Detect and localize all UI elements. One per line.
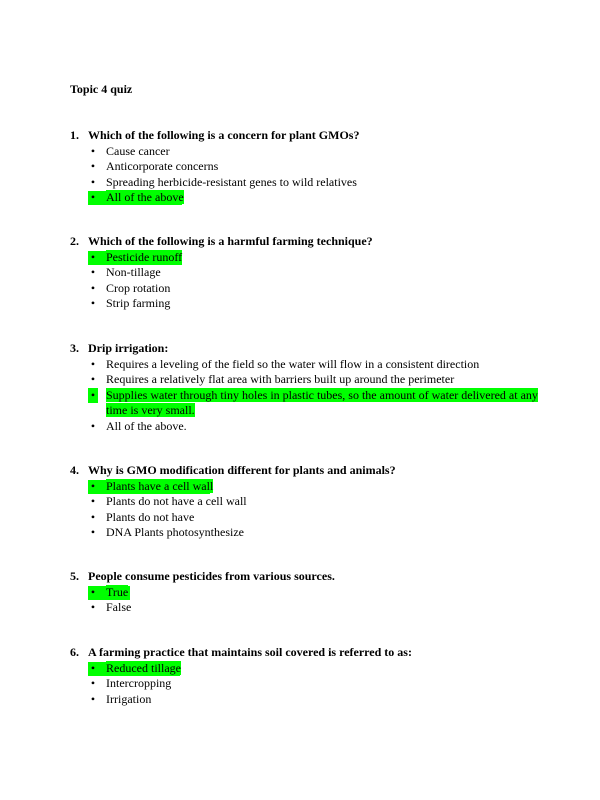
- bullet-icon: •: [90, 265, 96, 279]
- question-text: Which of the following is a harmful farming technique?: [88, 234, 373, 248]
- option-list: [70, 661, 540, 708]
- option-list: [70, 250, 540, 312]
- option-text: DNA Plants photosynthesize: [106, 525, 244, 539]
- option-text: All of the above: [106, 190, 184, 204]
- bullet-icon: •: [90, 691, 96, 706]
- question-1: [70, 128, 540, 206]
- option-item: [70, 357, 540, 373]
- question-number: 6.: [70, 645, 79, 659]
- option-text: Cause cancer: [106, 143, 170, 158]
- question-text: Drip irrigation:: [88, 341, 169, 355]
- option-item: [70, 281, 540, 297]
- question-text: A farming practice that maintains soil covered is referred to as:: [88, 645, 412, 659]
- option-text: True: [106, 584, 129, 599]
- question-number: 3.: [70, 341, 79, 355]
- bullet-icon: •: [90, 190, 96, 204]
- question-text: Why is GMO modification different for plants and animals?: [88, 463, 396, 477]
- bullet-icon: •: [90, 174, 96, 189]
- option-list: [70, 585, 540, 616]
- question-5: [70, 569, 540, 616]
- bullet-icon: •: [90, 372, 96, 386]
- option-text: Anticorporate concerns: [106, 159, 219, 173]
- option-text: Non-tillage: [106, 265, 161, 279]
- bullet-icon: •: [90, 478, 96, 493]
- option-text: Irrigation: [106, 691, 152, 706]
- question-6: [70, 645, 540, 707]
- option-item: [70, 510, 540, 526]
- bullet-icon: •: [90, 584, 96, 599]
- option-text: Requires a leveling of the field so the water will flow in a consistent direction: [106, 356, 480, 371]
- bullet-icon: •: [90, 159, 96, 173]
- bullet-icon: •: [90, 280, 96, 295]
- question-number: 2.: [70, 234, 79, 248]
- option-item: [70, 692, 540, 708]
- option-text: Plants do not have a cell wall: [106, 494, 247, 508]
- option-item: [70, 494, 540, 510]
- option-item: [70, 265, 540, 281]
- bullet-icon: •: [90, 249, 96, 264]
- option-text: False: [106, 600, 132, 614]
- option-text: Pesticide runoff: [106, 249, 183, 264]
- question-text: People consume pesticides from various sources.: [88, 569, 335, 583]
- option-item: [70, 159, 540, 175]
- question-number: 5.: [70, 569, 79, 583]
- bullet-icon: •: [90, 509, 96, 524]
- option-text: Crop rotation: [106, 280, 171, 295]
- option-text: Intercropping: [106, 676, 172, 690]
- option-item: [70, 676, 540, 692]
- question-2: [70, 234, 540, 312]
- option-text: Plants do not have: [106, 509, 195, 524]
- option-text: Reduced tillage: [106, 660, 181, 675]
- option-item-highlighted: [70, 190, 540, 206]
- option-item: [70, 372, 540, 388]
- quiz-title: Topic 4 quiz: [70, 82, 133, 96]
- option-list: [70, 144, 540, 206]
- option-list: [70, 479, 540, 541]
- question-number: 1.: [70, 128, 79, 142]
- option-item-highlighted: [70, 479, 540, 495]
- bullet-icon: •: [90, 418, 96, 433]
- bullet-icon: •: [90, 356, 96, 371]
- bullet-icon: •: [88, 388, 98, 404]
- option-item: [70, 144, 540, 160]
- bullet-icon: •: [90, 143, 96, 158]
- bullet-icon: •: [90, 494, 96, 508]
- option-item-highlighted: [70, 585, 540, 601]
- option-item: [70, 525, 540, 541]
- option-text: Requires a relatively flat area with barriers built up around the perimeter: [106, 372, 455, 386]
- option-text: All of the above.: [106, 418, 187, 433]
- bullet-icon: •: [90, 296, 96, 310]
- bullet-icon: •: [90, 660, 96, 675]
- bullet-icon: •: [90, 676, 96, 690]
- option-item: [70, 600, 540, 616]
- option-text: Spreading herbicide-resistant genes to wild relatives: [106, 174, 357, 189]
- question-3: [70, 341, 540, 434]
- option-item-highlighted: [70, 250, 540, 266]
- option-text: Strip farming: [106, 296, 171, 310]
- option-text: Plants have a cell wall: [106, 478, 214, 493]
- option-item: [70, 419, 540, 435]
- question-text: Which of the following is a concern for plant GMOs?: [88, 128, 360, 142]
- bullet-icon: •: [90, 525, 96, 539]
- bullet-icon: •: [90, 600, 96, 614]
- option-text: Supplies water through tiny holes in plastic tubes, so the amount of water delivered at any time is very small.: [106, 387, 538, 417]
- option-item-highlighted: [70, 388, 540, 419]
- option-list: [70, 357, 540, 435]
- question-4: [70, 463, 540, 541]
- question-number: 4.: [70, 463, 79, 477]
- option-item: [70, 175, 540, 191]
- option-item: [70, 296, 540, 312]
- option-item-highlighted: [70, 661, 540, 677]
